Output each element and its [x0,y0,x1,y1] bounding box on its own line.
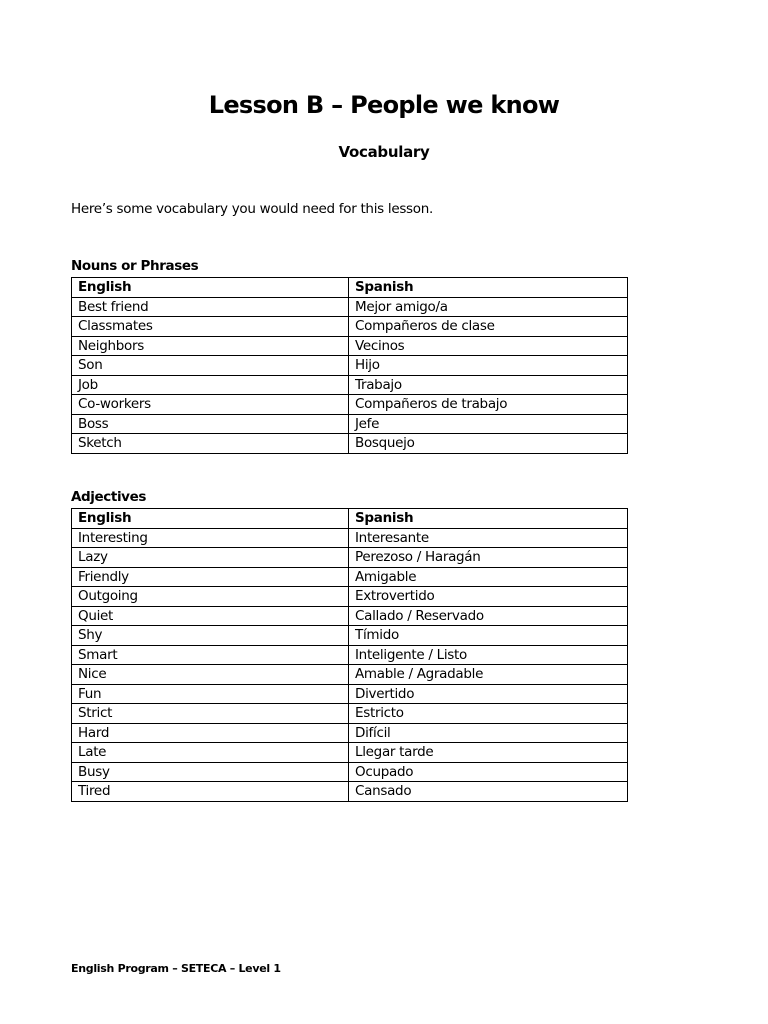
header-spanish: Spanish [349,509,628,529]
cell-spanish: Cansado [349,782,628,802]
table-row [72,684,628,704]
cell-english: Job [72,375,349,395]
table-row [72,723,628,743]
cell-spanish: Difícil [349,723,628,743]
page-footer: English Program – SETECA – Level 1 [71,962,281,975]
cell-english: Friendly [72,567,349,587]
cell-spanish: Callado / Reservado [349,606,628,626]
table-row [72,395,628,415]
cell-english: Hard [72,723,349,743]
cell-spanish: Trabajo [349,375,628,395]
cell-spanish: Vecinos [349,336,628,356]
cell-spanish: Tímido [349,626,628,646]
cell-spanish: Inteligente / Listo [349,645,628,665]
table-row [72,704,628,724]
table-row [72,645,628,665]
table-row [72,434,628,454]
cell-spanish: Jefe [349,414,628,434]
cell-english: Smart [72,645,349,665]
table-row [72,626,628,646]
cell-english: Co-workers [72,395,349,415]
cell-spanish: Llegar tarde [349,743,628,763]
cell-spanish: Amigable [349,567,628,587]
cell-english: Outgoing [72,587,349,607]
nouns-table [71,277,628,454]
table-row [72,567,628,587]
cell-english: Best friend [72,297,349,317]
cell-spanish: Divertido [349,684,628,704]
table-row [72,587,628,607]
table-row [72,317,628,337]
cell-spanish: Interesante [349,528,628,548]
table-row [72,356,628,376]
page-title: Lesson B – People we know [208,91,560,119]
table-row [72,606,628,626]
cell-english: Fun [72,684,349,704]
table-row [72,297,628,317]
cell-spanish: Extrovertido [349,587,628,607]
cell-english: Sketch [72,434,349,454]
intro-text: Here’s some vocabulary you would need for this lesson. [71,201,433,217]
cell-spanish: Compañeros de trabajo [349,395,628,415]
cell-spanish: Estricto [349,704,628,724]
cell-spanish: Amable / Agradable [349,665,628,685]
table-row [72,743,628,763]
table-row [72,528,628,548]
table-row [72,336,628,356]
cell-english: Tired [72,782,349,802]
cell-spanish: Hijo [349,356,628,376]
cell-spanish: Bosquejo [349,434,628,454]
cell-english: Strict [72,704,349,724]
table-row [72,375,628,395]
section-subtitle: Vocabulary [338,143,430,161]
table-header-row [72,509,628,529]
cell-english: Busy [72,762,349,782]
cell-english: Shy [72,626,349,646]
cell-english: Lazy [72,548,349,568]
table-row [72,414,628,434]
adjectives-section-label: Adjectives [71,489,146,505]
header-english: English [72,278,349,298]
cell-english: Boss [72,414,349,434]
table-row [72,782,628,802]
cell-spanish: Compañeros de clase [349,317,628,337]
table-row [72,548,628,568]
cell-english: Quiet [72,606,349,626]
cell-english: Late [72,743,349,763]
cell-spanish: Mejor amigo/a [349,297,628,317]
cell-english: Classmates [72,317,349,337]
cell-english: Interesting [72,528,349,548]
cell-spanish: Perezoso / Haragán [349,548,628,568]
header-english: English [72,509,349,529]
cell-spanish: Ocupado [349,762,628,782]
header-spanish: Spanish [349,278,628,298]
cell-english: Son [72,356,349,376]
table-row [72,665,628,685]
cell-english: Nice [72,665,349,685]
table-header-row [72,278,628,298]
nouns-section-label: Nouns or Phrases [71,258,199,274]
adjectives-table [71,508,628,802]
table-row [72,762,628,782]
cell-english: Neighbors [72,336,349,356]
